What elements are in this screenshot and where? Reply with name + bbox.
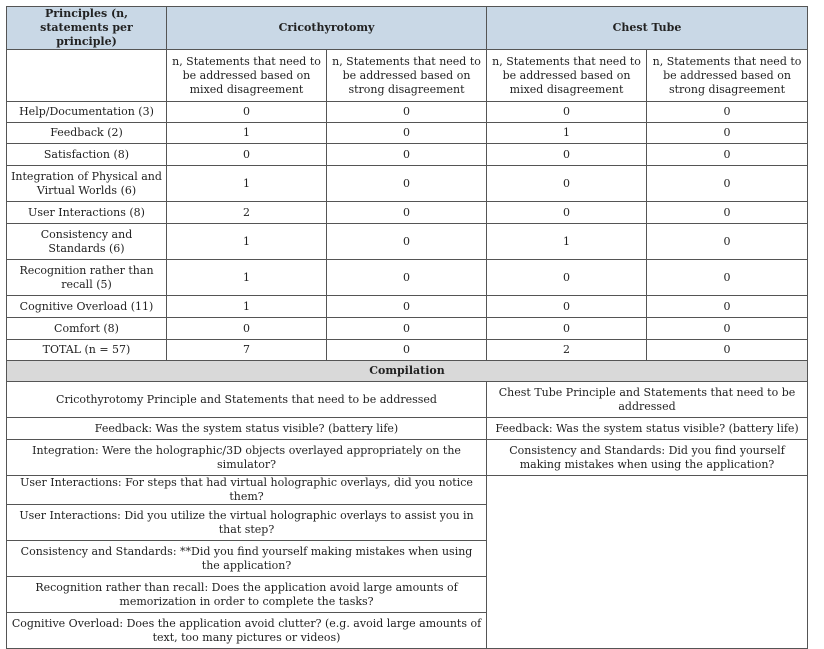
- row-label: Comfort (8): [7, 318, 167, 340]
- crico-mixed-cell: 7: [167, 340, 327, 361]
- table-row: [7, 260, 808, 296]
- table-row: [7, 296, 808, 318]
- chest-statement: Consistency and Standards: Did you find yourself making mistakes when using the application?: [487, 440, 808, 476]
- crico-statement: User Interactions: Did you utilize the virtual holographic overlays to assist you in that step?: [7, 505, 487, 541]
- crico-strong-cell: 0: [327, 166, 487, 202]
- chest-mixed-cell: 0: [487, 296, 647, 318]
- table-row: [7, 166, 808, 202]
- table-row: [7, 224, 808, 260]
- header-cricothyrotomy: Cricothyrotomy: [167, 7, 487, 50]
- crico-mixed-cell: 0: [167, 144, 327, 166]
- list-item: [7, 541, 808, 577]
- list-item: [7, 505, 808, 541]
- crico-mixed-cell: 1: [167, 166, 327, 202]
- chest-empty-cell: [487, 577, 808, 613]
- chest-mixed-cell: 0: [487, 144, 647, 166]
- chest-strong-cell: 0: [647, 102, 808, 123]
- crico-mixed-cell: 1: [167, 123, 327, 144]
- header-chest-tube: Chest Tube: [487, 7, 808, 50]
- crico-strong-cell: 0: [327, 102, 487, 123]
- chest-mixed-cell: 2: [487, 340, 647, 361]
- crico-mixed-cell: 0: [167, 102, 327, 123]
- crico-mixed-cell: 1: [167, 224, 327, 260]
- table-row: [7, 102, 808, 123]
- compilation-row: [7, 361, 808, 382]
- table-row: [7, 202, 808, 224]
- crico-strong-cell: 0: [327, 260, 487, 296]
- chest-empty-cell: [487, 505, 808, 541]
- subheader-chest-strong: n, Statements that need to be addressed based on strong disagreement: [647, 50, 808, 102]
- crico-mixed-cell: 1: [167, 296, 327, 318]
- row-label: Help/Documentation (3): [7, 102, 167, 123]
- crico-mixed-cell: 0: [167, 318, 327, 340]
- crico-strong-cell: 0: [327, 318, 487, 340]
- chest-empty-cell: [487, 541, 808, 577]
- row-label: Consistency and Standards (6): [7, 224, 167, 260]
- compilation-header-row: [7, 382, 808, 418]
- row-label: Cognitive Overload (11): [7, 296, 167, 318]
- chest-statement: Feedback: Was the system status visible? (battery life): [487, 418, 808, 440]
- chest-empty-cell: [487, 613, 808, 649]
- crico-statement: Consistency and Standards: **Did you find yourself making mistakes when using the application?: [7, 541, 487, 577]
- chest-mixed-cell: 0: [487, 260, 647, 296]
- subheader-row: [7, 50, 808, 102]
- subheader-crico-mixed: n, Statements that need to be addressed based on mixed disagreement: [167, 50, 327, 102]
- list-item: [7, 613, 808, 649]
- list-item: [7, 577, 808, 613]
- table-row: [7, 318, 808, 340]
- crico-strong-cell: 0: [327, 123, 487, 144]
- chest-compilation-header: Chest Tube Principle and Statements that need to be addressed: [487, 382, 808, 418]
- crico-statement: Feedback: Was the system status visible? (battery life): [7, 418, 487, 440]
- crico-mixed-cell: 1: [167, 260, 327, 296]
- chest-strong-cell: 0: [647, 202, 808, 224]
- list-item: [7, 476, 808, 505]
- chest-strong-cell: 0: [647, 224, 808, 260]
- chest-strong-cell: 0: [647, 260, 808, 296]
- crico-strong-cell: 0: [327, 202, 487, 224]
- crico-statement: Integration: Were the holographic/3D objects overlayed appropriately on the simulator?: [7, 440, 487, 476]
- chest-strong-cell: 0: [647, 296, 808, 318]
- chest-strong-cell: 0: [647, 123, 808, 144]
- chest-mixed-cell: 0: [487, 202, 647, 224]
- chest-empty-cell: [487, 476, 808, 505]
- row-label: Feedback (2): [7, 123, 167, 144]
- crico-mixed-cell: 2: [167, 202, 327, 224]
- subheader-blank: [7, 50, 167, 102]
- row-label: TOTAL (n = 57): [7, 340, 167, 361]
- subheader-crico-strong: n, Statements that need to be addressed based on strong disagreement: [327, 50, 487, 102]
- crico-statement: User Interactions: For steps that had virtual holographic overlays, did you notice them?: [7, 476, 487, 505]
- crico-strong-cell: 0: [327, 144, 487, 166]
- row-label: Recognition rather than recall (5): [7, 260, 167, 296]
- table-row: [7, 123, 808, 144]
- chest-mixed-cell: 0: [487, 318, 647, 340]
- crico-strong-cell: 0: [327, 296, 487, 318]
- chest-strong-cell: 0: [647, 144, 808, 166]
- table-row-total: [7, 340, 808, 361]
- crico-statement: Recognition rather than recall: Does the application avoid large amounts of memorization in order to complete the tasks?: [7, 577, 487, 613]
- crico-statement: Cognitive Overload: Does the application avoid clutter? (e.g. avoid large amounts of text, too many pictures or videos): [7, 613, 487, 649]
- list-item: [7, 440, 808, 476]
- row-label: Satisfaction (8): [7, 144, 167, 166]
- list-item: [7, 418, 808, 440]
- chest-mixed-cell: 0: [487, 102, 647, 123]
- chest-strong-cell: 0: [647, 166, 808, 202]
- subheader-chest-mixed: n, Statements that need to be addressed based on mixed disagreement: [487, 50, 647, 102]
- principles-table: [6, 6, 808, 649]
- chest-strong-cell: 0: [647, 340, 808, 361]
- row-label: User Interactions (8): [7, 202, 167, 224]
- chest-strong-cell: 0: [647, 318, 808, 340]
- row-label: Integration of Physical and Virtual Worlds (6): [7, 166, 167, 202]
- compilation-title: Compilation: [7, 361, 808, 382]
- header-row: [7, 7, 808, 50]
- table-row: [7, 144, 808, 166]
- crico-strong-cell: 0: [327, 340, 487, 361]
- chest-mixed-cell: 1: [487, 123, 647, 144]
- crico-compilation-header: Cricothyrotomy Principle and Statements that need to be addressed: [7, 382, 487, 418]
- chest-mixed-cell: 1: [487, 224, 647, 260]
- crico-strong-cell: 0: [327, 224, 487, 260]
- header-principles: Principles (n, statements per principle): [7, 7, 167, 50]
- chest-mixed-cell: 0: [487, 166, 647, 202]
